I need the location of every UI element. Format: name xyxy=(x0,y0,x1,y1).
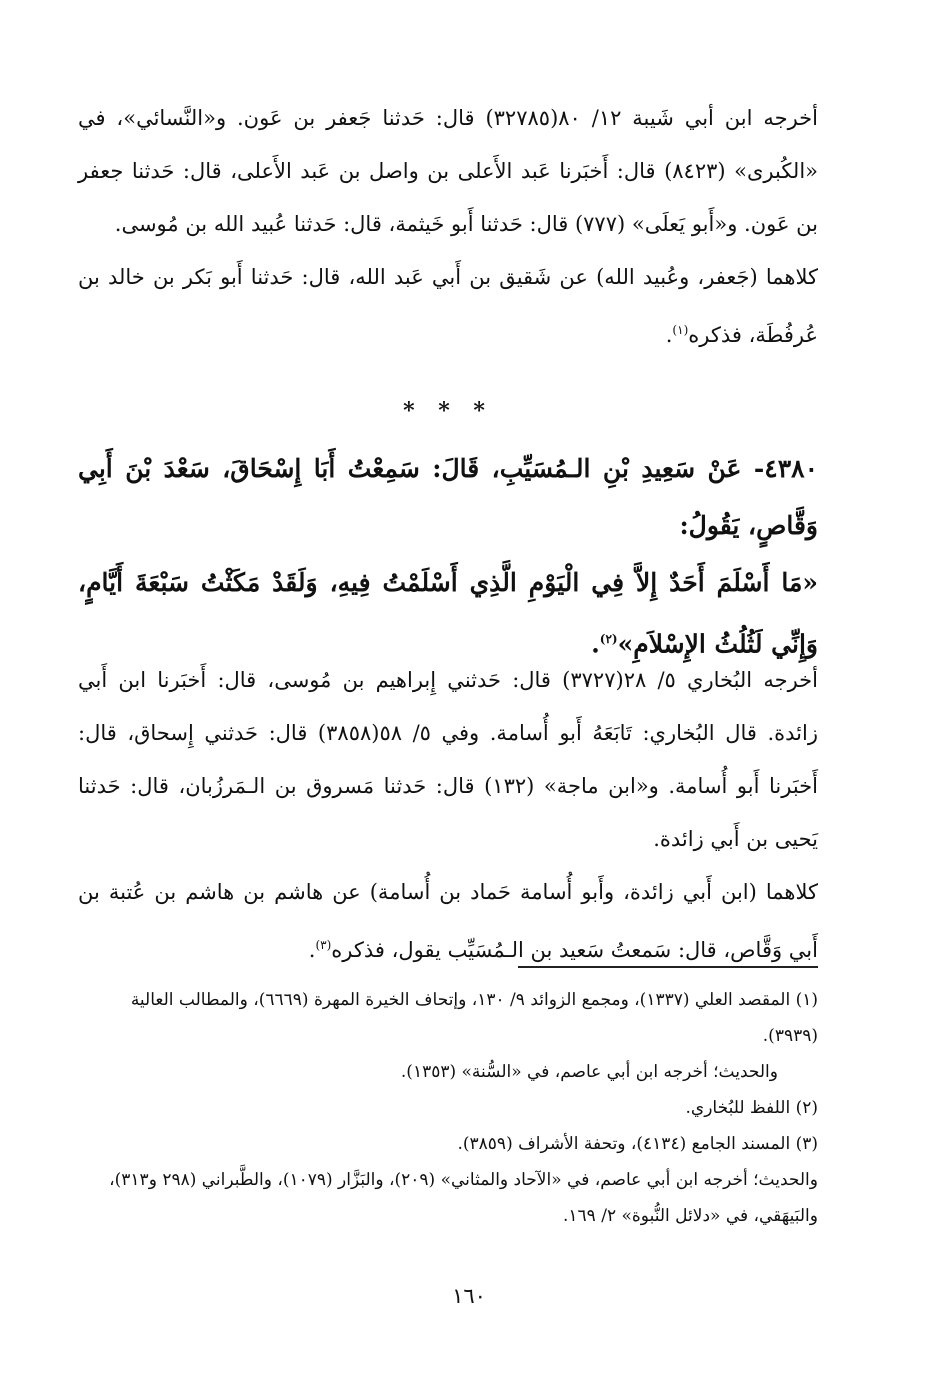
takhrij-paragraph-4: كلاهما (ابن أَبي زائدة، وأَبو أُسامة حَماد بن أُسامة) عن هاشم بن هاشم بن عُتبة بن أَبي وَقَّاص، قال: سَمعتُ سَعيد بن الـمُسَيِّب يقول، فذكره$^{(٣)}$. xyxy=(78,880,818,962)
takhrij-paragraph-1: أخرجه ابن أبي شَيبة ١٢/ ٨٠(٣٢٧٨٥) قال: حَدثنا جَعفر بن عَون. و«النَّسائي»، في «الكُبرى» (٨٤٢٣) قال: أَخبَرنا عَبد الأَعلى بن واصل بن عَبد الأَعلى، قال: حَدثنا جعفر بن عَون. و«أَبو يَعلَى» (٧٧٧) قال: حَدثنا أَبو خَيثمة، قال: حَدثنا عُبيد الله بن مُوسى. xyxy=(78,106,818,236)
footnote-3: (٣) المسند الجامع (٤١٣٤)، وتحفة الأشراف (٣٨٥٩). xyxy=(457,1134,818,1154)
takhrij-block-1 xyxy=(78,92,818,362)
footnote-ref-3: (٣) xyxy=(315,938,332,952)
takhrij-block-2 xyxy=(78,654,818,977)
footnote-1: (١) المقصد العلي (١٣٣٧)، ومجمع الزوائد ٩/ ١٣٠، وإتحاف الخيرة المهرة (٦٦٦٩)، والمطالب العالية (٣٩٣٩). xyxy=(130,990,818,1046)
footnote-1-continuation: والحديث؛ أخرجه ابن أبي عاصم، في «السُّنة» (١٣٥٣). xyxy=(400,1062,778,1082)
footnote-2: (٢) اللفظ للبُخاري. xyxy=(685,1098,818,1118)
footnotes xyxy=(78,982,818,1234)
footnote-divider xyxy=(518,966,818,968)
takhrij-paragraph-3: أخرجه البُخاري ٥/ ٢٨(٣٧٢٧) قال: حَدثني إِبراهيم بن مُوسى، قال: أَخبَرنا ابن أَبي زائدة. قال البُخاري: تَابَعَهُ أَبو أُسامة. وفي ٥/ ٥٨(٣٨٥٨) قال: حَدثني إِسحاق، قال: أَخبَرنا أَبو أُسامة. و«ابن ماجة» (١٣٢) قال: حَدثنا مَسروق بن الـمَرزُبان، قال: حَدثنا يَحيى بن أَبي زائدة. xyxy=(78,668,818,851)
footnote-3-continuation: والحديث؛ أخرجه ابن أبي عاصم، في «الآحاد والمثاني» (٢٠٩)، والبَزَّار (١٠٧٩)، والطَّبراني (٢٩٨ و٣١٣)، والبَيهَقي، في «دلائل النُّبوة» ٢/ ١٦٩. xyxy=(109,1170,818,1226)
takhrij-paragraph-2: كلاهما (جَعفر، وعُبيد الله) عن شَقيق بن أَبي عَبد الله، قال: حَدثنا أَبو بَكر بن خالد بن عُرفُطَة، فذكره$^{(١)}$. xyxy=(78,265,818,347)
page-number: ١٦٠ xyxy=(452,1284,486,1308)
hadith-intro: ٤٣٨٠- عَنْ سَعِيدِ بْنِ الـمُسَيِّبِ، قَالَ: سَمِعْتُ أَبَا إِسْحَاقَ، سَعْدَ بْنَ أَبِي وَقَّاصٍ، يَقُولُ: xyxy=(78,454,818,540)
footnote-ref-1: (١) xyxy=(672,323,689,337)
footnote-ref-2: (٢) xyxy=(599,632,618,646)
hadith-text: «مَا أَسْلَمَ أَحَدٌ إِلاَّ فِي الْيَوْمِ الَّذِي أَسْلَمْتُ فِيهِ، وَلَقَدْ مَكَثْتُ سَبْعَةَ أَيَّامٍ، وَإِنِّي لَثُلُثُ الإِسْلاَمِ»$^{(٢)}$. xyxy=(78,568,818,659)
hadith-block xyxy=(78,440,818,672)
section-separator: * * * xyxy=(403,398,493,424)
